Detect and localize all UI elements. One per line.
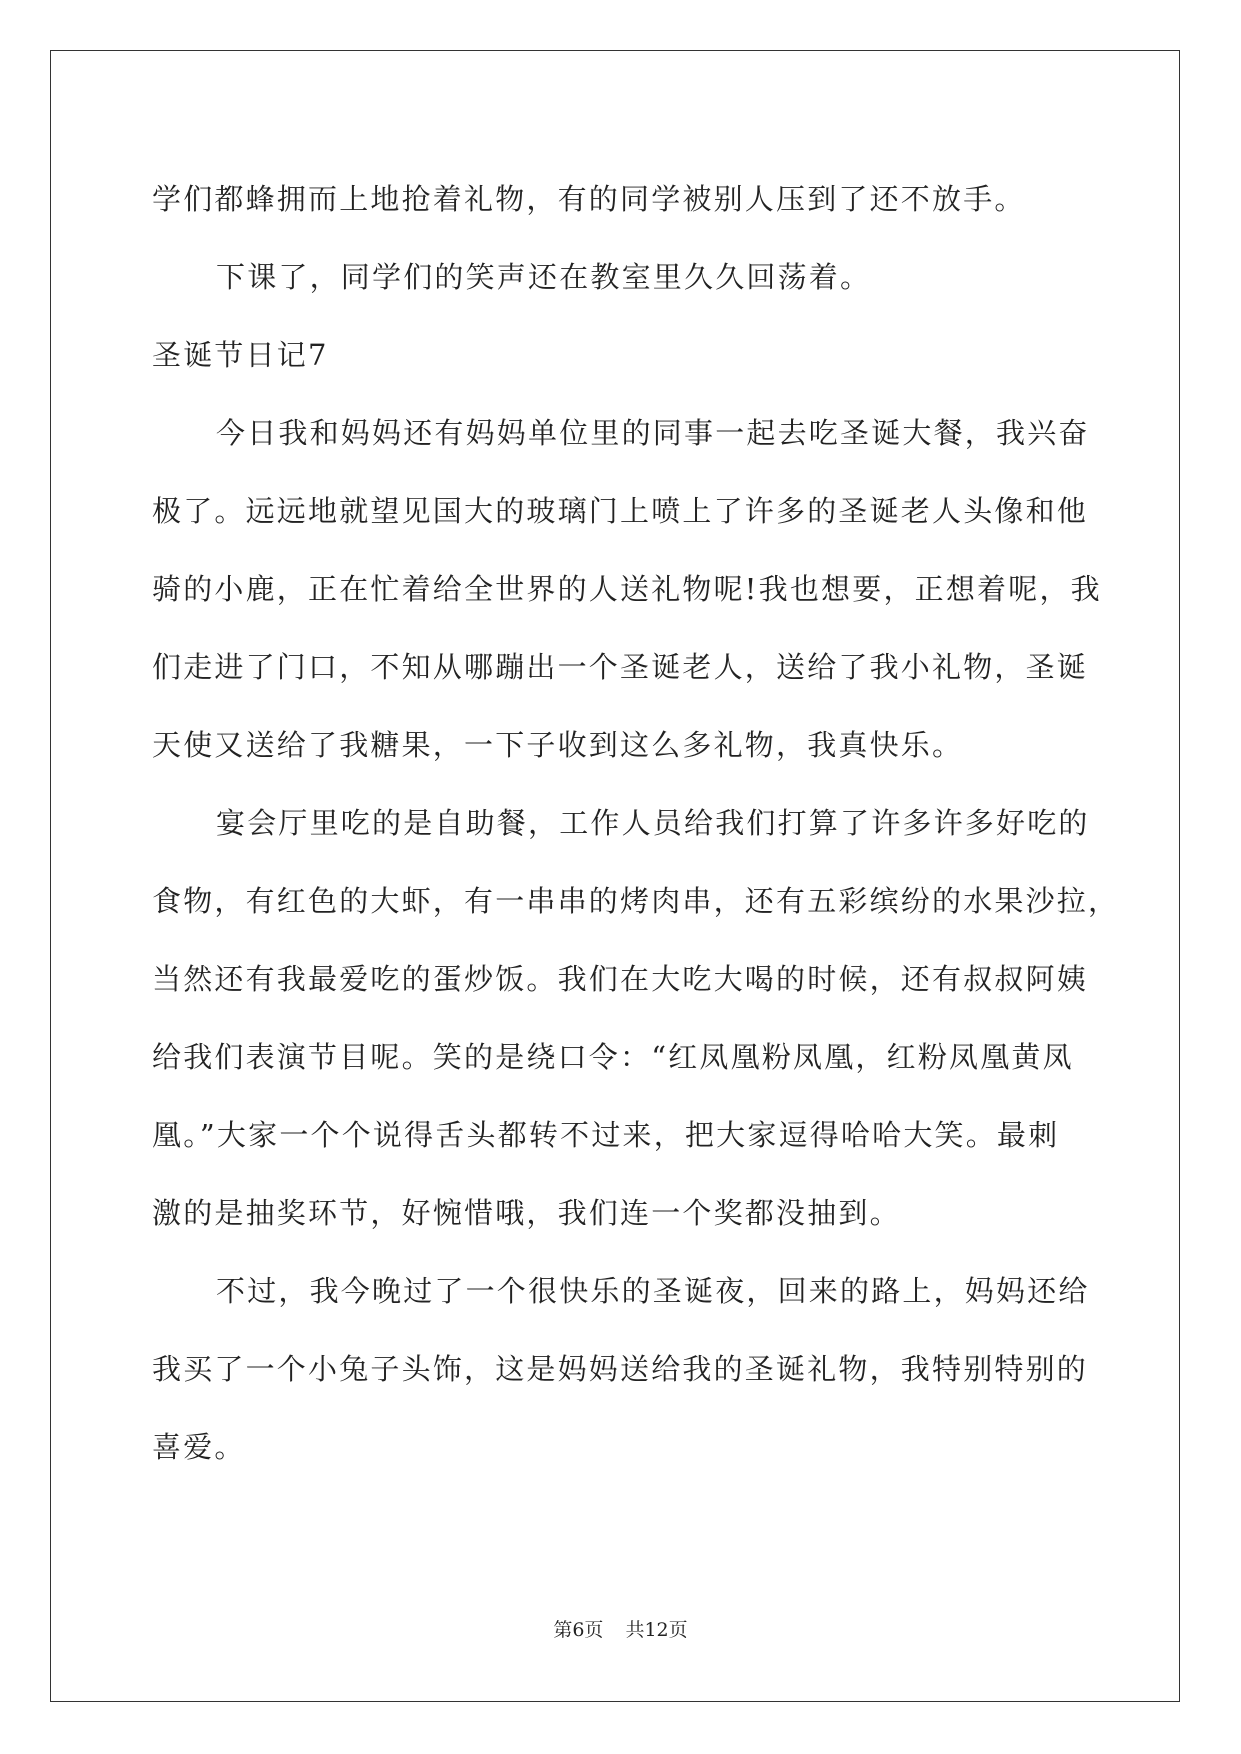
page-number: 第6页 xyxy=(553,1619,604,1641)
text-line: 不过，我今晚过了一个很快乐的圣诞夜，回来的路上，妈妈还给 xyxy=(216,1274,1090,1308)
text-line: 们走进了门口，不知从哪蹦出一个圣诞老人，送给了我小礼物，圣诞 xyxy=(152,650,1089,684)
text-line: 下课了，同学们的笑声还在教室里久久回荡着。 xyxy=(216,260,872,294)
text-line: 给我们表演节目呢。笑的是绕口令：“红凤凰粉凤凰，红粉凤凰黄凤 xyxy=(152,1040,1074,1074)
page-footer xyxy=(0,1615,1241,1642)
text-line: 极了。远远地就望见国大的玻璃门上喷上了许多的圣诞老人头像和他 xyxy=(152,494,1089,528)
text-line: 骑的小鹿，正在忙着给全世界的人送礼物呢!我也想要，正想着呢，我 xyxy=(152,572,1102,606)
document-body xyxy=(152,160,1120,1486)
text-line: 宴会厅里吃的是自助餐，工作人员给我们打算了许多许多好吃的 xyxy=(216,806,1090,840)
text-line: 天使又送给了我糖果，一下子收到这么多礼物，我真快乐。 xyxy=(152,728,964,762)
text-line: 凰。”大家一个个说得舌头都转不过来，把大家逗得哈哈大笑。最刺 xyxy=(152,1118,1060,1152)
section-heading: 圣诞节日记7 xyxy=(152,338,329,372)
text-line: 学们都蜂拥而上地抢着礼物，有的同学被别人压到了还不放手。 xyxy=(152,182,1026,216)
page-total: 共12页 xyxy=(625,1619,688,1641)
text-line: 我买了一个小兔子头饰，这是妈妈送给我的圣诞礼物，我特别特别的 xyxy=(152,1352,1089,1386)
text-line: 食物，有红色的大虾，有一串串的烤肉串，还有五彩缤纷的水果沙拉， xyxy=(152,884,1120,918)
text-line: 激的是抽奖环节，好惋惜哦，我们连一个奖都没抽到。 xyxy=(152,1196,901,1230)
text-line: 当然还有我最爱吃的蛋炒饭。我们在大吃大喝的时候，还有叔叔阿姨 xyxy=(152,962,1089,996)
text-line: 喜爱。 xyxy=(152,1430,246,1464)
text-line: 今日我和妈妈还有妈妈单位里的同事一起去吃圣诞大餐，我兴奋 xyxy=(216,416,1090,450)
